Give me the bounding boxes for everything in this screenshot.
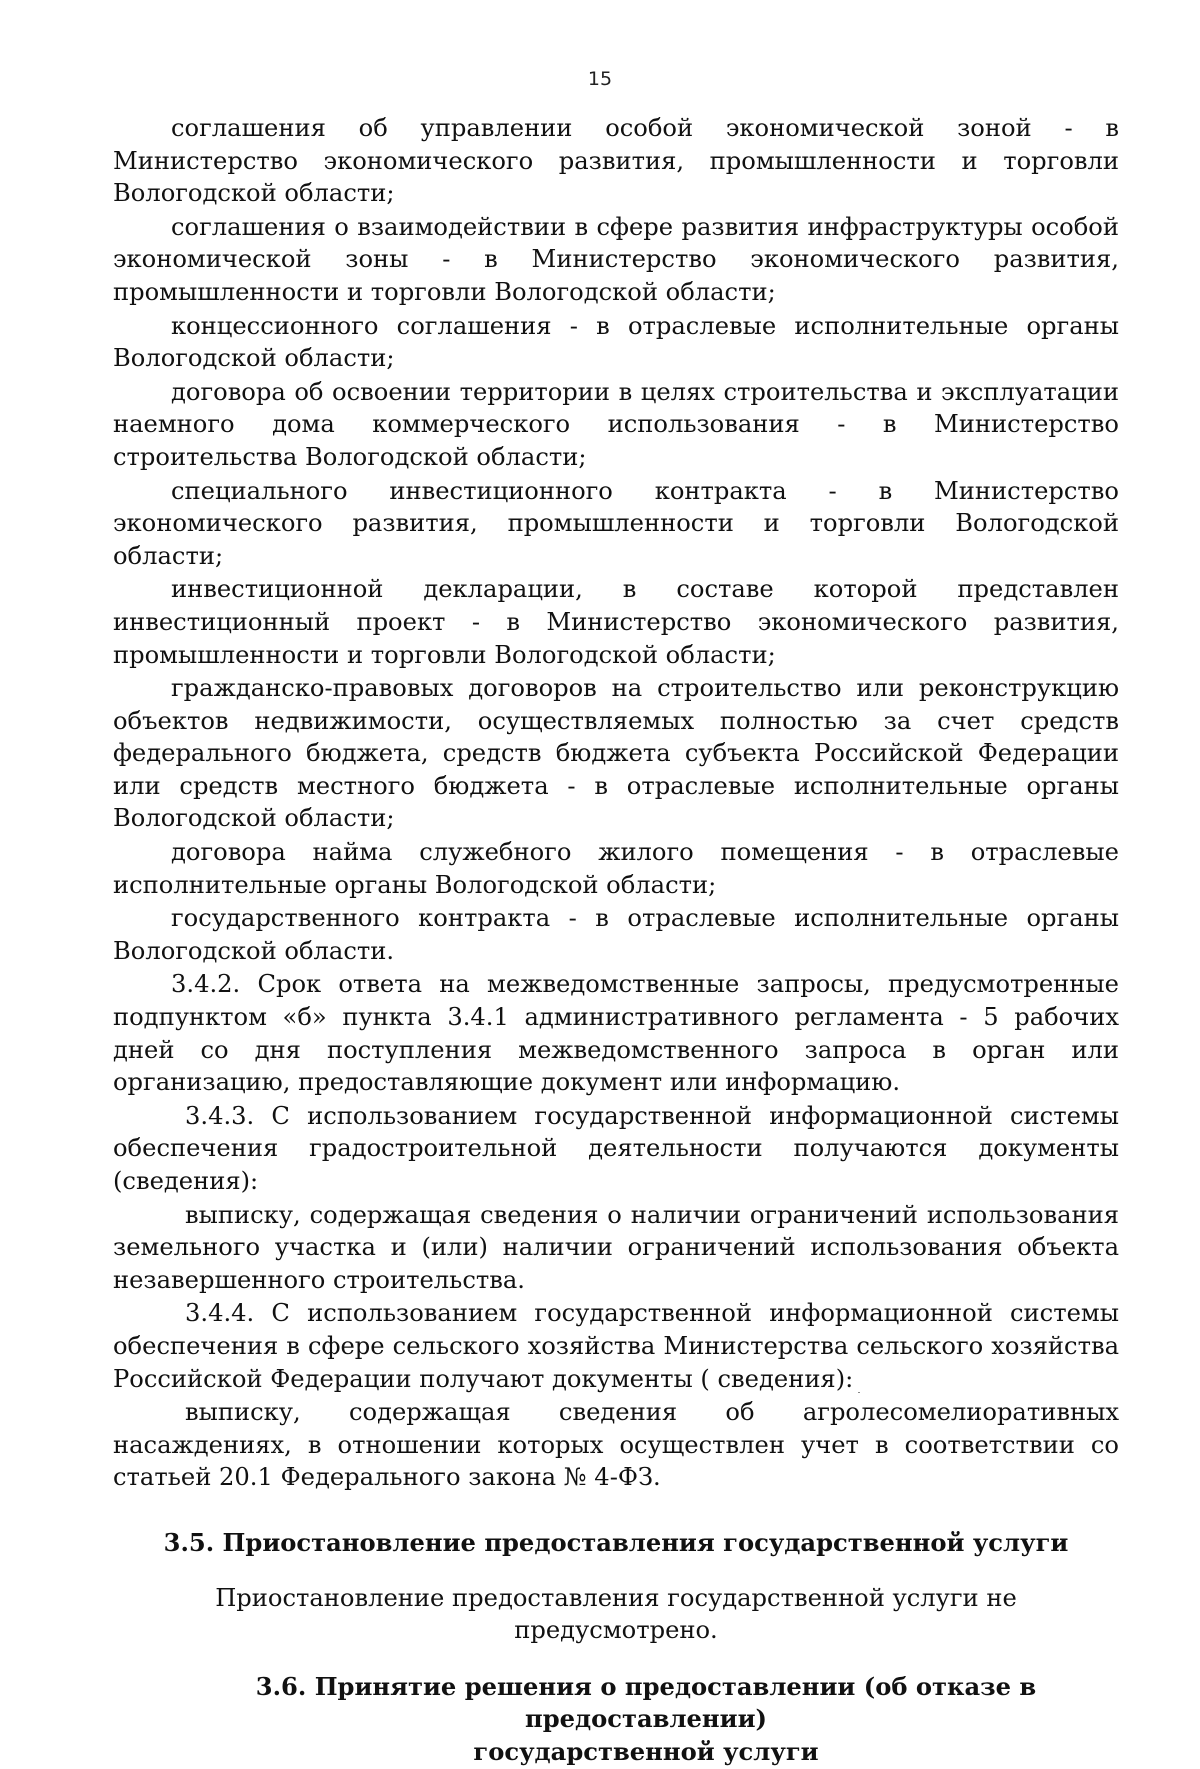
paragraph-3-4-3-extract: выписку, содержащая сведения о наличии ограничений использования земельного участка и (или) наличии ограничений использования объекта незавершенного строительства. bbox=[113, 1200, 1119, 1294]
paragraph-investment-declaration: инвестиционной декларации, в составе которой представлен инвестиционный проект - в Министерство экономического развития, промышленности и торговли Вологодской области; bbox=[113, 575, 1119, 669]
section-3-6-heading bbox=[113, 1671, 1119, 1769]
document-body bbox=[113, 112, 1119, 1769]
section-3-6-heading-line2: государственной услуги bbox=[473, 1736, 819, 1766]
paragraph-concession-agreement: концессионного соглашения - в отраслевые исполнительные органы Вологодской области; bbox=[113, 311, 1119, 373]
section-3-6-heading-line1: 3.6. Принятие решения о предоставлении (об отказе в предоставлении) bbox=[255, 1671, 1037, 1734]
paragraph-3-4-3: 3.4.3. С использованием государственной информационной системы обеспечения градостроительной деятельности получаются документы (сведения): bbox=[113, 1101, 1119, 1195]
paragraph-sez-management-agreement: соглашения об управлении особой экономической зоной - в Министерство экономического развития, промышленности и торговли Вологодской области; bbox=[113, 114, 1119, 208]
paragraph-special-investment-contract: специального инвестиционного контракта - в Министерство экономического развития, промышленности и торговли Вологодской области; bbox=[113, 476, 1119, 570]
section-3-5-heading: 3.5. Приостановление предоставления государственной услуги bbox=[163, 1527, 1069, 1557]
section-3-5-text: Приостановление предоставления государственной услуги не предусмотрено. bbox=[215, 1583, 1017, 1645]
paragraph-3-4-4-extract: выписку, содержащая сведения об агролесомелиоративных насаждениях, в отношении которых осуществлен учет в соответствии со статьей 20.1 Федерального закона № 4-ФЗ. bbox=[113, 1398, 1119, 1492]
paragraph-3-4-2: 3.4.2. Срок ответа на межведомственные запросы, предусмотренные подпунктом «б» пункта 3.4.1 административного регламента - 5 рабочих дней со дня поступления межведомственного запроса в орган или организацию, предоставляющие документ или информацию. bbox=[113, 970, 1119, 1097]
paragraph-territory-development-contract: договора об освоении территории в целях строительства и эксплуатации наемного дома коммерческого использования - в Министерство строительства Вологодской области; bbox=[113, 377, 1119, 471]
page-number: 15 bbox=[587, 68, 613, 90]
paragraph-3-4-4: 3.4.4. С использованием государственной информационной системы обеспечения в сфере сельского хозяйства Министерства сельского хозяйства Российской Федерации получают документы ( сведения): bbox=[113, 1299, 1119, 1393]
paragraph-sez-infrastructure-agreement: соглашения о взаимодействии в сфере развития инфраструктуры особой экономической зоны - в Министерство экономического развития, промышленности и торговли Вологодской области; bbox=[113, 212, 1119, 306]
paragraph-housing-lease-contract: договора найма служебного жилого помещения - в отраслевые исполнительные органы Вологодской области; bbox=[113, 838, 1119, 899]
paragraph-civil-contracts: гражданско-правовых договоров на строительство или реконструкцию объектов недвижимости, осуществляемых полностью за счет средств федерального бюджета, средств бюджета субъекта Российской Федерации или средств местного бюджета - в отраслевые исполнительные органы Вологодской области; bbox=[113, 674, 1119, 833]
paragraph-state-contract: государственного контракта - в отраслевые исполнительные органы Вологодской области. bbox=[113, 904, 1119, 965]
scan-speck bbox=[858, 1392, 860, 1393]
